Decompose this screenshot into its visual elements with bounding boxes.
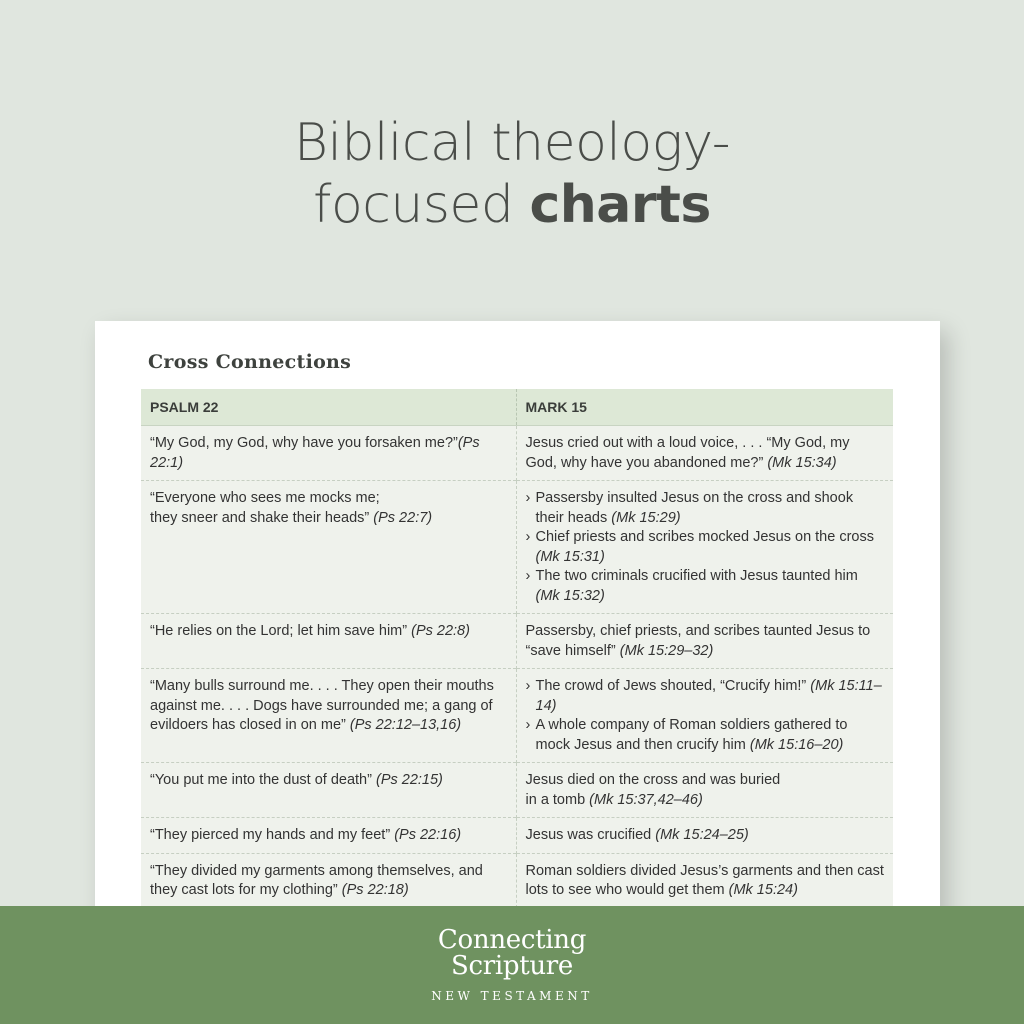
table-row (141, 669, 893, 763)
psalm-cell (141, 763, 516, 818)
verse-reference: (Ps 22:8) (411, 623, 470, 639)
cross-connections-table (141, 389, 893, 908)
table-row (141, 818, 893, 854)
quote-text: in a tomb (525, 791, 590, 808)
quote-text: Jesus died on the cross and was buried (525, 772, 781, 788)
brand-logo-line-1: Connecting (437, 925, 587, 955)
verse-reference: (Ps 22:18) (341, 882, 409, 898)
headline-line-1: Biblical theology- (293, 113, 731, 173)
table-row (141, 763, 893, 818)
footer-band (0, 906, 1024, 1024)
bullet-item (526, 567, 885, 606)
table-row (141, 426, 893, 481)
table-row (141, 853, 893, 908)
quote-text: “Many bulls surround me. . . . They open their mouths against me. . . . Dogs have surrounded me; a gang of evildoers has closed in on me” (150, 678, 494, 733)
verse-reference: (Ps 22:16) (394, 827, 462, 843)
quote-text: “Everyone who sees me mocks me; (150, 490, 380, 506)
mark-cell (516, 818, 893, 854)
verse-reference: (Ps 22:12–13,16) (349, 717, 462, 733)
mark-cell (516, 763, 893, 818)
table-row (141, 614, 893, 669)
headline (0, 112, 1024, 236)
quote-text: Roman soldiers divided Jesus’s garments and then cast lots to see who would get them (525, 862, 884, 898)
bullet-item (526, 716, 885, 755)
mark-cell (516, 426, 893, 481)
verse-reference: (Ps 22:1) (150, 435, 480, 471)
mark-cell (516, 614, 893, 669)
quote-text: The crowd of Jews shouted, “Crucify him!” (535, 678, 811, 694)
sheet-title: Cross Connections (148, 351, 352, 373)
quote-text: Passersby insulted Jesus on the cross and shook their heads (535, 490, 854, 526)
quote-text: “My God, my God, why have you forsaken me?” (150, 435, 458, 451)
headline-bold-text: charts (529, 175, 711, 235)
table-header-row (141, 389, 893, 426)
quote-text: “They divided my garments among themselves, and they cast lots for my clothing” (150, 862, 483, 898)
quote-text: The two criminals crucified with Jesus taunted him (535, 568, 858, 584)
quote-text: A whole company of Roman soldiers gathered to mock Jesus and then crucify him (535, 717, 848, 753)
verse-reference: (Mk 15:29) (611, 509, 681, 526)
quote-text: Passersby, chief priests, and scribes taunted Jesus to “save himself” (525, 623, 871, 659)
column-header-psalm: PSALM 22 (141, 389, 516, 426)
quote-text: Jesus cried out with a loud voice, . . . “My God, my God, why have you abandoned me?” (525, 435, 850, 471)
mark-cell (516, 853, 893, 908)
quote-text: Chief priests and scribes mocked Jesus on the cross (535, 529, 874, 545)
verse-reference: (Mk 15:24) (728, 882, 798, 898)
quote-text: Jesus was crucified (525, 827, 656, 843)
verse-reference: (Mk 15:34) (767, 454, 837, 471)
verse-reference: (Ps 22:15) (375, 772, 443, 788)
psalm-cell (141, 669, 516, 763)
table-row (141, 481, 893, 614)
table-body (141, 426, 893, 908)
verse-reference: (Mk 15:24–25) (655, 827, 749, 843)
bullet-item (526, 489, 885, 528)
mark-cell (516, 481, 893, 614)
verse-reference: (Mk 15:29–32) (619, 642, 714, 659)
psalm-cell (141, 853, 516, 908)
verse-reference: (Mk 15:31) (535, 548, 605, 565)
column-header-mark: MARK 15 (516, 389, 893, 426)
verse-reference: (Mk 15:16–20) (749, 736, 844, 753)
verse-reference: (Mk 15:11–14) (535, 678, 882, 714)
psalm-cell (141, 614, 516, 669)
psalm-cell (141, 481, 516, 614)
quote-text: they sneer and shake their heads” (150, 509, 374, 526)
quote-text: “You put me into the dust of death” (150, 772, 376, 788)
headline-line-2 (0, 174, 1024, 236)
bullet-item (526, 528, 885, 567)
psalm-cell (141, 426, 516, 481)
verse-reference: (Mk 15:37,42–46) (589, 791, 703, 808)
verse-reference: (Ps 22:7) (373, 509, 433, 526)
mark-cell (516, 669, 893, 763)
brand-subtitle: NEW TESTAMENT (431, 989, 593, 1003)
psalm-cell (141, 818, 516, 854)
brand-logo-line-2: Scripture (450, 951, 574, 981)
chart-sheet (95, 321, 940, 931)
quote-text: “He relies on the Lord; let him save him” (150, 623, 412, 639)
quote-text: “They pierced my hands and my feet” (150, 827, 395, 843)
bullet-item (526, 677, 885, 716)
headline-light-text: focused (313, 175, 530, 235)
verse-reference: (Mk 15:32) (535, 587, 605, 604)
